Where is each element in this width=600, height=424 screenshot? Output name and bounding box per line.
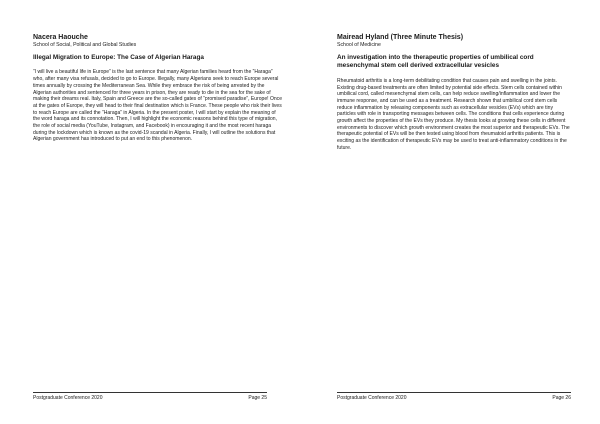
abstract-block [33,33,283,143]
footer-page-number: Page 25 [248,395,267,401]
abstract-text: “I will live a beautiful life in Europe” is the last sentence that many Algerian families heard from the “Haraga” who, after many visa refusals, decided to go to Europe. Illegally, many Algerians seek to reach Europe several times annually by crossing the Mediterranean Sea. While they embrace the risk of being arrested by the Algerian authorities and sentenced for three years in prison, they are ready to die in the sea for the sake of making their dreams real. Italy, Spain and Greece are the so-called gates of “promised paradise”, Europe! Once at the gates of Europe, they will head to their final destination which is France. These people who risk their lives to reach Europe are called the “Haraga” in Algeria. In the present poster, I will start by explain the meaning of the word haraga and its connotation. Then, I will highlight the economic reasons behind this type of migration, the role of social media (YouTube, Instagram, and Facebook) in encouraging it and the most recent haraga during the lockdown which is known as the covid-19 scandal in Algeria. Finally, I will outline the solutions that Algerian government has introduced to put an end to this phenomenon. [33,69,283,143]
abstract-title: Illegal Migration to Europe: The Case of Algerian Haraga [33,54,204,61]
abstract-block [337,33,572,152]
page-footer [337,392,571,401]
author-name: Nacera Haouche [33,34,88,41]
abstract-text: Rheumatoid arthritis is a long-term debilitating condition that causes pain and swelling in the joints. Existing drug-based treatments are often limited by potential side effects. Stem cells contained within umbilical cord, called mesenchymal stem cells, can help reduce swelling/inflammation and lower the immune response, and can be used as a treatment. Research shown that umbilical cord stem cells reduce inflammation by releasing components such as extracellular vesicles (EVs) which are tiny particles with role in transporting messages between cells. The conditions that cells experience during growth affect the properties of the EVs they produce. My thesis looks at growing these cells in different environments to discover which growth environment creates the most superior and therapeutic EVs. The therapeutic potential of EVs will be then tested using blood from rheumatoid arthritis patients. This is exciting as the identification of therapeutic EVs may be used to treat anti-inflammatory conditions in the future. [337,77,570,151]
page-footer [33,392,267,401]
author-affiliation: School of Medicine [337,42,381,48]
abstract-title: An investigation into the therapeutic properties of umbilical cord mesenchymal stem cell derived extracellular vesicles [337,54,534,70]
author-affiliation: School of Social, Political and Global Studies [33,42,137,48]
author-name: Mairead Hyland (Three Minute Thesis) [337,34,464,41]
footer-conference: Postgraduate Conference 2020 [337,395,407,401]
footer-conference: Postgraduate Conference 2020 [33,395,103,401]
footer-page-number: Page 26 [552,395,571,401]
